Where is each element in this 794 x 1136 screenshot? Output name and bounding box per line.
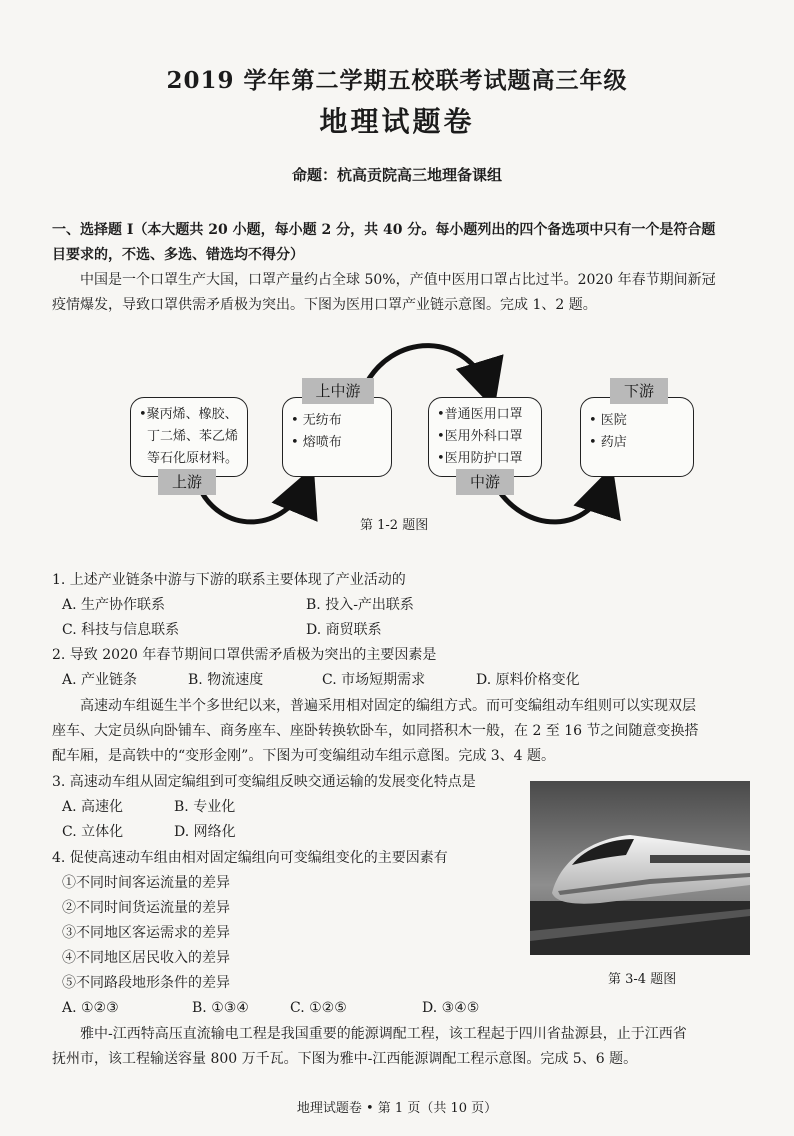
intro2-line2: 座车、大定员纵向卧铺车、商务座车、座卧转换软卧车，如同搭积木一般，在 2 至 16 节之间随意变换搭	[52, 723, 699, 739]
upstream-box	[130, 397, 248, 477]
question-3-option-b: B. 专业化	[174, 799, 236, 815]
question-2-option-c: C. 市场短期需求	[322, 672, 426, 688]
uppermid-tag: 上中游	[302, 378, 374, 404]
downstream-box	[580, 397, 694, 477]
question-3-stem: 3. 高速动车组从固定编组到可变编组反映交通运输的发展变化特点是	[52, 774, 476, 790]
question-1-option-c: C. 科技与信息联系	[62, 622, 180, 638]
question-4-option-c: C. ①②⑤	[290, 1000, 347, 1016]
question-1-option-d: D. 商贸联系	[306, 622, 382, 638]
author-line: 命题：杭高贡院高三地理备课组	[291, 166, 502, 184]
question-4-item: ①不同时间客运流量的差异	[62, 875, 230, 891]
question-1-option-a: A. 生产协作联系	[62, 597, 166, 613]
midstream-tag: 中游	[456, 469, 514, 495]
uppermid-item: • 熔喷布	[291, 435, 342, 450]
midstream-box	[428, 397, 542, 477]
subject-title: 地理试题卷	[319, 105, 475, 138]
intro3-line1: 雅中-江西特高压直流输电工程是我国重要的能源调配工程，该工程起于四川省盐源县，止于江西省	[80, 1026, 687, 1042]
figure-caption-1-2: 第 1-2 题图	[360, 518, 429, 533]
question-4-item: ③不同地区客运需求的差异	[62, 925, 230, 941]
arrow-uppermid-to-mid	[363, 346, 490, 395]
upstream-item: 等石化原材料。	[147, 451, 239, 466]
intro3-line2: 抚州市，该工程输送容量 800 万千瓦。下图为雅中-江西能源调配工程示意图。完成 5、6 题。	[52, 1051, 638, 1067]
downstream-tag: 下游	[610, 378, 668, 404]
section-heading-line2: 目要求的，不选、多选、错选均不得分）	[52, 247, 304, 263]
question-3-option-c: C. 立体化	[62, 824, 124, 840]
midstream-item: •医用防护口罩	[437, 451, 523, 466]
question-4-option-d: D. ③④⑤	[422, 1000, 480, 1016]
midstream-item: •普通医用口罩	[437, 407, 523, 422]
intro2-line3: 配车厢，是高铁中的“变形金刚”。下图为可变编组动车组示意图。完成 3、4 题。	[52, 748, 556, 764]
question-4-item: ②不同时间货运流量的差异	[62, 900, 230, 916]
question-2-option-d: D. 原料价格变化	[476, 672, 580, 688]
question-3-option-a: A. 高速化	[62, 799, 124, 815]
exam-title: 2019 学年第二学期五校联考试题高三年级	[166, 67, 628, 94]
question-2-option-b: B. 物流速度	[188, 672, 264, 688]
intro1-line1: 中国是一个口罩生产大国，口罩产量约占全球 50%，产值中医用口罩占比过半。2020 年春节期间新冠	[80, 272, 716, 288]
uppermid-box	[282, 397, 392, 477]
train-illustration	[530, 781, 750, 955]
midstream-item: •医用外科口罩	[437, 429, 523, 444]
question-1-option-b: B. 投入-产出联系	[306, 597, 414, 613]
question-4-option-b: B. ①③④	[192, 1000, 249, 1016]
question-2-stem: 2. 导致 2020 年春节期间口罩供需矛盾极为突出的主要因素是	[52, 647, 437, 663]
question-3-option-d: D. 网络化	[174, 824, 236, 840]
question-1-stem: 1. 上述产业链条中游与下游的联系主要体现了产业活动的	[52, 572, 406, 588]
upstream-tag: 上游	[158, 469, 216, 495]
question-2-option-a: A. 产业链条	[62, 672, 138, 688]
page-footer: 地理试题卷 • 第 1 页（共 10 页）	[296, 1101, 498, 1116]
intro1-line2: 疫情爆发，导致口罩供需矛盾极为突出。下图为医用口罩产业链示意图。完成 1、2 题。	[52, 297, 597, 313]
question-4-stem: 4. 促使高速动车组由相对固定编组向可变编组变化的主要因素有	[52, 850, 448, 866]
upstream-item: 丁二烯、苯乙烯	[147, 429, 239, 444]
upstream-item: •聚丙烯、橡胶、	[139, 407, 238, 422]
industry-chain-diagram	[120, 335, 720, 535]
question-4-item: ⑤不同路段地形条件的差异	[62, 975, 230, 991]
question-4-item: ④不同地区居民收入的差异	[62, 950, 230, 966]
section-heading-line1: 一、选择题 I（本大题共 20 小题，每小题 2 分，共 40 分。每小题列出的四个备选项中只有一个是符合题	[52, 222, 716, 238]
uppermid-item: • 无纺布	[291, 413, 342, 428]
high-speed-train-photo	[530, 781, 750, 955]
downstream-item: • 医院	[589, 413, 627, 428]
figure-caption-3-4: 第 3-4 题图	[608, 972, 677, 987]
question-4-option-a: A. ①②③	[62, 1000, 119, 1016]
downstream-item: • 药店	[589, 435, 627, 450]
intro2-line1: 高速动车组诞生半个多世纪以来，普遍采用相对固定的编组方式。而可变编组动车组则可以实现双层	[80, 698, 696, 714]
